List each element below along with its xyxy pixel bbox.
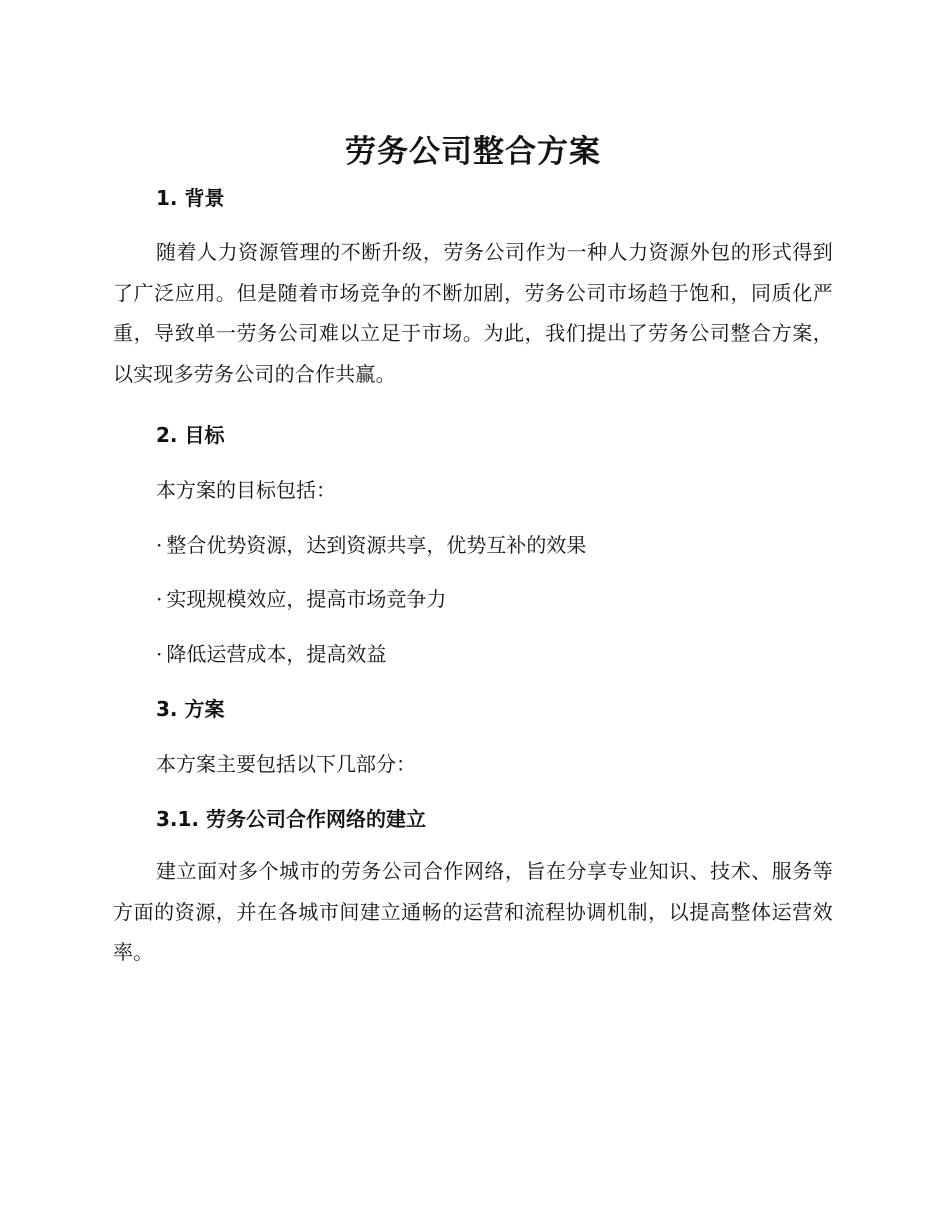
bullet-marker: · — [156, 642, 163, 666]
section-heading-plan: 3. 方案 — [156, 697, 225, 721]
goal-item-text: 实现规模效应，提高市场竞争力 — [166, 587, 447, 611]
subsection-heading-network: 3.1. 劳务公司合作网络的建立 — [156, 807, 426, 831]
bullet-marker: · — [156, 587, 163, 611]
goals-intro: 本方案的目标包括： — [156, 478, 336, 502]
document-title: 劳务公司整合方案 — [345, 134, 601, 170]
network-paragraph: 建立面对多个城市的劳务公司合作网络，旨在分享专业知识、技术、服务等方面的资源，并在各城市间建立通畅的运营和流程协调机制，以提高整体运营效率。 — [113, 859, 833, 964]
goal-list-item — [156, 585, 446, 613]
background-paragraph: 随着人力资源管理的不断升级，劳务公司作为一种人力资源外包的形式得到了广泛应用。但是随着市场竞争的不断加剧，劳务公司市场趋于饱和，同质化严重，导致单一劳务公司难以立足于市场。为此，我们提出了劳务公司整合方案，以实现多劳务公司的合作共赢。 — [113, 240, 833, 386]
goal-list-item — [156, 531, 586, 559]
plan-intro: 本方案主要包括以下几部分： — [156, 752, 416, 776]
section-heading-background: 1. 背景 — [156, 186, 225, 210]
goal-item-text: 降低运营成本，提高效益 — [166, 642, 387, 666]
section-heading-goals: 2. 目标 — [156, 423, 225, 447]
goal-item-text: 整合优势资源，达到资源共享，优势互补的效果 — [166, 533, 587, 557]
goal-list-item — [156, 640, 386, 668]
bullet-marker: · — [156, 533, 163, 557]
